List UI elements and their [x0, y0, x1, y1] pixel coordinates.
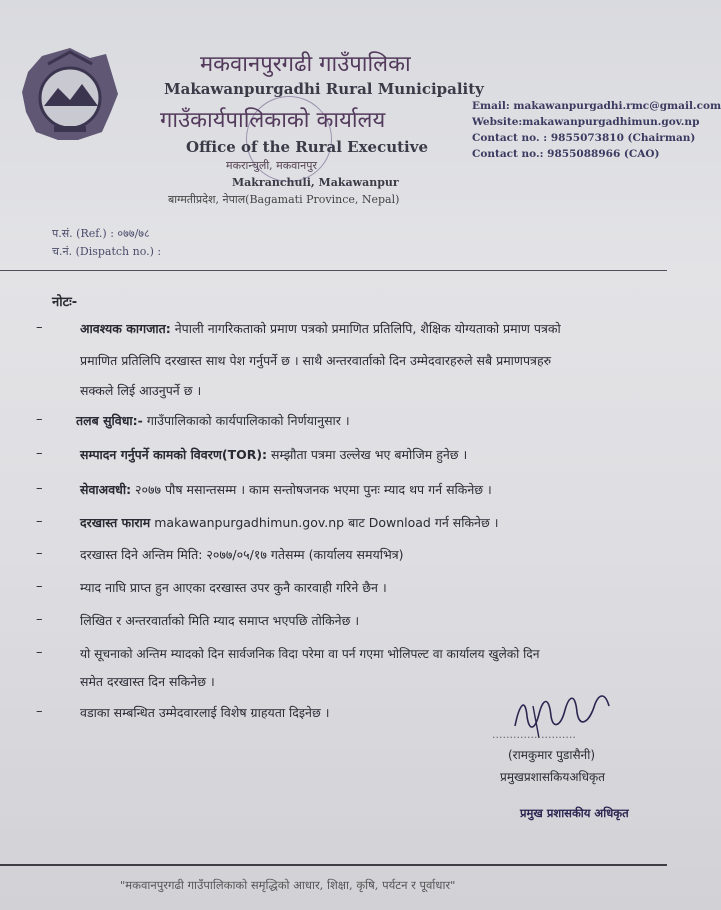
contact-cao: Contact no.: 9855088966 (CAO): [472, 148, 660, 160]
note-label: सम्पादन गर्नुपर्ने कामको विवरण(TOR):: [80, 447, 268, 462]
contact-website: Website:makawanpurgadhimun.gov.np: [472, 116, 700, 128]
bullet-dash: –: [36, 446, 43, 461]
municipality-title-np: मकवानपुरगढी गाउँपालिका: [200, 52, 411, 77]
note-item-documents: [80, 320, 561, 337]
bullet-dash: –: [36, 481, 43, 496]
dispatch-number: च.नं. (Dispatch no.) :: [52, 245, 162, 258]
note-label: तलब सुविधा:-: [76, 413, 143, 428]
footer-motto: "मकवानपुरगढी गाउँपालिकाको समृद्धिको आधार, शिक्षा, कृषि, पर्यटन र पूर्वाधार": [120, 878, 456, 892]
reference-number: प.सं. (Ref.) : ०७७/७८: [52, 227, 150, 240]
note-item-ward-priority: वडाका सम्बन्धित उम्मेदवारलाई विशेष ग्राहयता दिइनेछ ।: [80, 705, 330, 720]
province-line: बाग्मतीप्रदेश, नेपाल(Bagamati Province, Nepal): [168, 193, 400, 206]
bullet-dash: –: [36, 645, 43, 660]
note-text: सम्झौता पत्रमा उल्लेख भए बमोजिम हुनेछ ।: [267, 447, 468, 462]
bullet-dash: –: [36, 546, 43, 561]
bullet-dash: –: [36, 514, 43, 529]
note-item-late-applications: म्याद नाघि प्राप्त हुन आएका दरखास्त उपर कुनै कारवाही गरिने छैन ।: [80, 580, 387, 595]
note-text: गाउँपालिकाको कार्यपालिकाको निर्णयानुसार ।: [142, 413, 350, 428]
note-text: makawanpurgadhimun.gov.np बाट Download गर्न सकिनेछ ।: [150, 515, 499, 530]
title-stamp: प्रमुख प्रशासकीय अधिकृत: [520, 806, 629, 820]
signatory-name: (रामकुमार पुडासैनी): [508, 748, 596, 762]
office-title-np: गाउँकार्यपालिकाको कार्यालय: [160, 108, 386, 133]
note-label: आवश्यक कागजात:: [80, 321, 171, 336]
note-item-service-period: [80, 481, 492, 498]
bullet-dash: –: [36, 412, 43, 427]
bullet-dash: –: [36, 579, 43, 594]
note-text-line: प्रमाणित प्रतिलिपि दरखास्त साथ पेश गर्नुपर्ने छ । साथै अन्तरवार्ताको दिन उम्मेदवारहरुले सबै प्रमाणपत्रहरु: [80, 353, 552, 368]
note-text: २०७७ पौष मसान्तसम्म । काम सन्तोषजनक भएमा पुनः म्याद थप गर्न सकिनेछ ।: [131, 482, 492, 497]
note-item-holiday: यो सूचनाको अन्तिम म्यादको दिन सार्वजनिक विदा परेमा वा पर्न गएमा भोलिपल्ट वा कार्यालय खुलेको दिन: [80, 647, 540, 661]
address-np: मकरान्चुली, मकवानपुर: [226, 159, 317, 172]
footer-divider: [0, 864, 667, 866]
address-en: Makranchuli, Makawanpur: [232, 176, 399, 189]
municipality-emblem-logo: [18, 44, 122, 144]
signatory-title: प्रमुखप्रशासकियअधिकृत: [500, 770, 606, 784]
note-item-exam-date: लिखित र अन्तरवार्ताको मिति म्याद समाप्त भएपछि तोकिनेछ ।: [80, 613, 360, 628]
bullet-dash: –: [36, 612, 43, 627]
note-text-line: सक्कले लिई आउनुपर्ने छ ।: [80, 383, 202, 398]
note-label: दरखास्त फाराम: [80, 515, 151, 530]
note-item-tor: [80, 446, 467, 463]
bullet-dash: –: [36, 320, 43, 335]
header-divider: [0, 270, 667, 271]
note-item-deadline: दरखास्त दिने अन्तिम मिति: २०७७/०५/१७ गतेसम्म (कार्यालय समयभित्र): [80, 547, 404, 562]
note-text: नेपाली नागरिकताको प्रमाण पत्रको प्रमाणित प्रतिलिपि, शैक्षिक योग्यताको प्रमाण पत्रको: [170, 321, 561, 336]
signature-dots: ........................: [492, 728, 576, 741]
contact-email: Email: makawanpurgadhi.rmc@gmail.com: [472, 100, 721, 112]
contact-chairman: Contact no. : 9855073810 (Chairman): [472, 132, 696, 144]
note-text-line: समेत दरखास्त दिन सकिनेछ ।: [80, 674, 215, 689]
note-item-application-form: [80, 514, 498, 531]
municipality-title-en: Makawanpurgadhi Rural Municipality: [164, 80, 484, 98]
bullet-dash: –: [36, 704, 43, 719]
office-title-en: Office of the Rural Executive: [186, 138, 429, 156]
note-label: सेवाअवधी:: [80, 482, 132, 497]
note-item-salary: [76, 412, 350, 429]
notes-heading: नोटः-: [52, 295, 78, 310]
